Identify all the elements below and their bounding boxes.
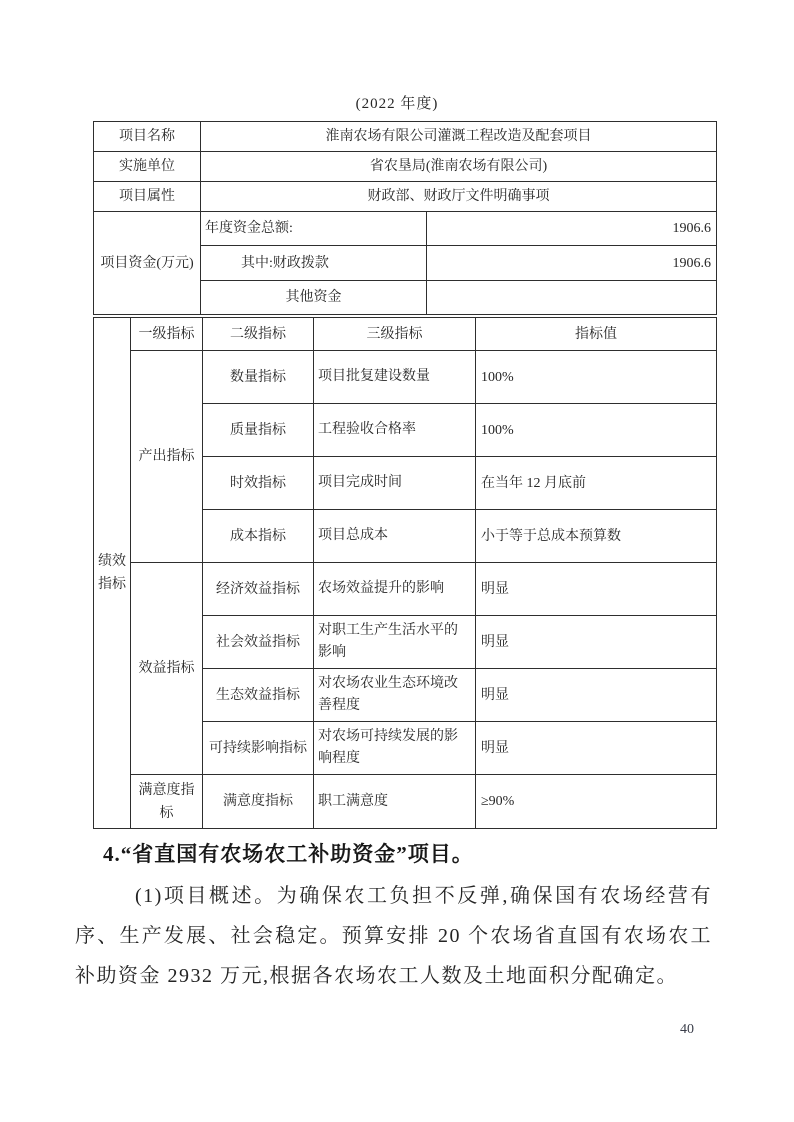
funding-other-amount — [427, 281, 717, 315]
project-attribute-value: 财政部、财政厅文件明确事项 — [201, 182, 717, 212]
indicator-value-cell: ≥90% — [476, 775, 717, 829]
section-4-heading: 4.“省直国有农场农工补助资金”项目。 — [103, 842, 474, 866]
level2-indicator-cell: 经济效益指标 — [203, 563, 314, 616]
header-level2-indicator: 二级指标 — [203, 318, 314, 351]
table-row — [94, 351, 717, 404]
project-attribute-label: 项目属性 — [94, 182, 201, 212]
section-4-paragraph: (1)项目概述。为确保农工负担不反弹,确保国有农场经营有序、生产发展、社会稳定。预算安排 20 个农场省直国有农场农工补助资金 2932 万元,根据各农场农工人数及土地面积分配确定。 — [75, 885, 712, 987]
indicator-value-cell: 明显 — [476, 669, 717, 722]
indicator-value-cell: 明显 — [476, 616, 717, 669]
level3-indicator-cell: 项目完成时间 — [314, 457, 476, 510]
implementing-unit-value: 省农垦局(淮南农场有限公司) — [201, 152, 717, 182]
level2-indicator-cell: 生态效益指标 — [203, 669, 314, 722]
level3-indicator-cell: 农场效益提升的影响 — [314, 563, 476, 616]
table-row — [94, 775, 717, 829]
indicator-value-cell: 明显 — [476, 722, 717, 775]
performance-indicator-table — [93, 317, 717, 829]
indicator-value-cell: 100% — [476, 404, 717, 457]
level3-indicator-cell: 工程验收合格率 — [314, 404, 476, 457]
level2-indicator-cell: 成本指标 — [203, 510, 314, 563]
indicator-value-cell: 小于等于总成本预算数 — [476, 510, 717, 563]
indicator-value-cell: 明显 — [476, 563, 717, 616]
implementing-unit-label: 实施单位 — [94, 152, 201, 182]
funding-other-item: 其他资金 — [201, 281, 427, 315]
group-label-satisfaction: 满意度指标 — [131, 775, 203, 829]
header-level3-indicator: 三级指标 — [314, 318, 476, 351]
document-year-title: (2022 年度) — [355, 96, 439, 112]
project-name-label: 项目名称 — [94, 122, 201, 152]
header-indicator-value: 指标值 — [476, 318, 717, 351]
group-label-output: 产出指标 — [131, 351, 203, 563]
level2-indicator-cell: 数量指标 — [203, 351, 314, 404]
level2-indicator-cell: 满意度指标 — [203, 775, 314, 829]
level2-indicator-cell: 时效指标 — [203, 457, 314, 510]
level2-indicator-cell: 社会效益指标 — [203, 616, 314, 669]
section-4 — [75, 839, 712, 996]
level3-indicator-cell: 项目批复建设数量 — [314, 351, 476, 404]
level2-indicator-cell: 可持续影响指标 — [203, 722, 314, 775]
level3-indicator-cell: 项目总成本 — [314, 510, 476, 563]
funding-fiscal-item: 其中:财政拨款 — [201, 246, 427, 281]
funding-fiscal-amount: 1906.6 — [427, 246, 717, 281]
page-number: 40 — [680, 1022, 694, 1037]
project-name-value: 淮南农场有限公司灌溉工程改造及配套项目 — [201, 122, 717, 152]
project-info-table — [93, 121, 717, 315]
level3-indicator-cell: 对农场农业生态环境改善程度 — [314, 669, 476, 722]
indicator-value-cell: 在当年 12 月底前 — [476, 457, 717, 510]
funding-total-item: 年度资金总额: — [201, 212, 427, 246]
table-row — [94, 182, 717, 212]
table-header-row — [94, 318, 717, 351]
table-row — [94, 212, 717, 246]
group-label-benefit: 效益指标 — [131, 563, 203, 775]
indicator-value-cell: 100% — [476, 351, 717, 404]
project-funding-label: 项目资金(万元) — [94, 212, 201, 315]
funding-total-amount: 1906.6 — [427, 212, 717, 246]
level2-indicator-cell: 质量指标 — [203, 404, 314, 457]
level3-indicator-cell: 对职工生产生活水平的影响 — [314, 616, 476, 669]
performance-indicator-side-label: 绩效指标 — [94, 318, 131, 829]
table-row — [94, 122, 717, 152]
level3-indicator-cell: 对农场可持续发展的影响程度 — [314, 722, 476, 775]
table-row — [94, 563, 717, 616]
level3-indicator-cell: 职工满意度 — [314, 775, 476, 829]
header-level1-indicator: 一级指标 — [131, 318, 203, 351]
table-row — [94, 152, 717, 182]
